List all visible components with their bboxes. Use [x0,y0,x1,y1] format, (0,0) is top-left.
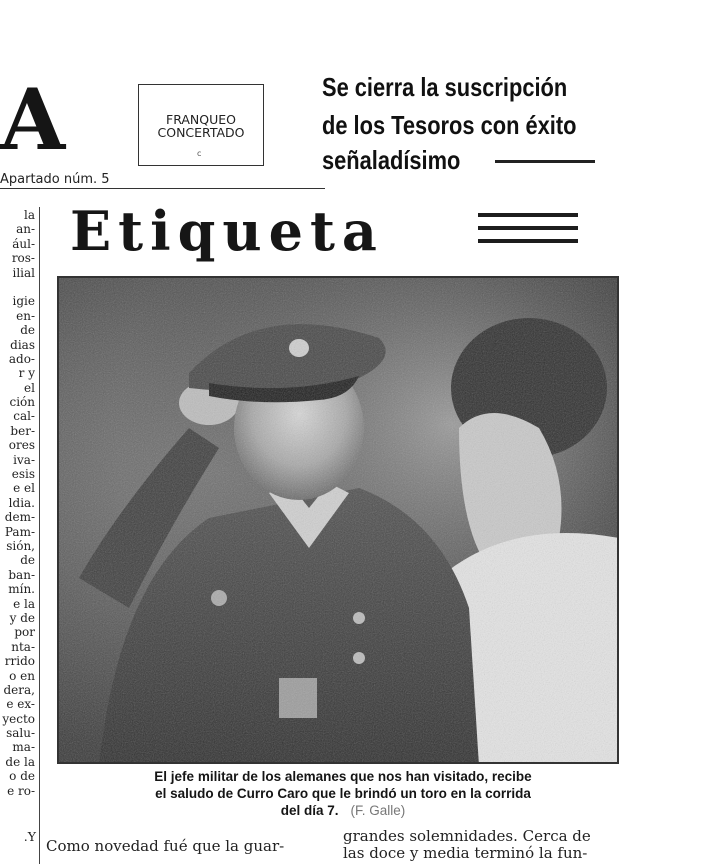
left-column-line: ado- [8,351,35,366]
franqueo-line-1: FRANQUEO [166,112,236,127]
photo-caption [58,768,628,819]
left-column-line: e ro- [7,783,35,798]
left-column-line: ros- [11,251,35,266]
franqueo-box [138,84,264,166]
body-text [0,828,720,864]
caption-line-2: el saludo de Curro Caro que le brindó un toro en la corrida [155,786,531,801]
left-column-line: por [14,625,35,640]
left-column-line: dem- [4,510,35,525]
apartado-label: Apartado núm. 5 [0,172,110,187]
left-column-line: la [24,208,35,222]
headline-line-1: Se cierra la suscripción [322,72,568,102]
left-column-line: sión, [6,538,35,553]
left-column-line [0,280,35,294]
body-line-c: las doce y media terminó la fun- [343,844,588,862]
photo-illustration [59,278,619,764]
body-line-a: Como novedad fué que la guar- [46,837,285,855]
body-left-fragment: .Y [23,829,36,844]
left-column-line: r y [18,366,35,381]
left-column-line: esis [11,467,35,482]
left-column-line: o de [9,769,35,784]
left-column-line: de la [5,754,35,769]
left-column-line: ma- [12,740,35,755]
left-column-line: e ex- [6,697,35,712]
masthead-rule [0,188,325,189]
title-rule [478,213,578,217]
left-column-line: dias [10,337,35,352]
headline-rule [495,160,595,163]
left-column-line: yecto [2,711,35,726]
left-column-line: de [20,323,35,338]
left-column-line: mín. [8,582,35,597]
left-column-text [0,208,35,798]
headline-line-2: de los Tesoros con éxito [322,110,577,140]
photo-credit: (F. Galle) [350,803,406,818]
body-line-b: grandes solemnidades. Cerca de [343,828,591,845]
left-column-line: rrido [4,654,35,669]
left-column-line: cal- [13,409,35,424]
left-column-line: ldia. [8,495,35,510]
left-column-line: el [24,380,35,395]
left-column-line: Pam- [4,524,35,539]
left-column-line: e la [13,596,35,611]
left-column-line: nta- [11,639,35,654]
left-column-line: iva- [13,452,35,467]
caption-line-3 [58,802,628,819]
left-column-line: ául- [12,236,35,251]
franqueo-line-2: CONCERTADO [157,125,245,140]
left-column-line: dera, [3,682,35,697]
left-column-line: ilial [12,265,35,280]
left-column-line: ban- [8,567,35,582]
film-grain [59,278,619,764]
left-column-line: ber- [10,423,35,438]
left-column-line: e el [13,481,35,496]
left-column-line: y de [9,610,35,625]
left-column-line: an- [16,222,35,237]
franqueo-mark: c [197,149,202,158]
left-column-line: en- [16,308,35,323]
left-column-line: ores [8,438,35,453]
main-title: Etiqueta [70,199,384,263]
left-column-line: de [20,553,35,568]
caption-line-1: El jefe militar de los alemanes que nos han visitado, recibe [154,769,532,784]
news-photo [57,276,619,764]
caption-line-3-text: del día 7. [280,803,339,818]
left-column-line: salu- [6,726,35,741]
left-column-line: ción [9,395,35,410]
headline-line-3: señaladísimo [322,145,461,175]
left-column-line: igie [12,294,35,309]
masthead-letter: A [0,70,68,169]
title-rule [478,226,578,230]
left-column-line: o en [9,668,35,683]
column-divider [39,207,40,864]
title-rule [478,239,578,243]
